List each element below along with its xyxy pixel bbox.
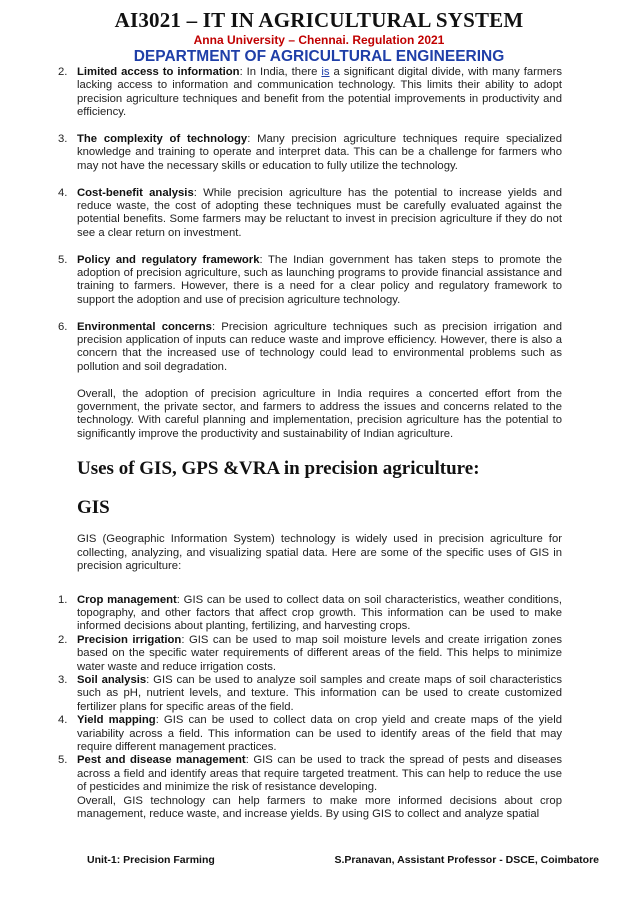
list-item (52, 254, 562, 308)
list-item (52, 66, 562, 120)
list-item-body: : GIS can be used to map soil moisture levels and create irrigation zones based on the specific water requirements of different areas of the field. This helps to minimize water waste and reduce irrigation costs. (77, 633, 562, 673)
list-number: 2. (58, 66, 68, 78)
list-item-text (77, 754, 562, 821)
list-item (52, 321, 562, 375)
list-number: 4. (58, 186, 68, 199)
list-item-text (77, 714, 562, 754)
list-item-term: Environmental concerns (77, 320, 212, 333)
footer-author: S.Pranavan, Assistant Professor - DSCE, Coimbatore (334, 854, 599, 866)
course-title: AI3021 – IT IN AGRICULTURAL SYSTEM (114, 8, 524, 32)
list-item-term: Soil analysis (77, 673, 147, 686)
list-item-text (77, 133, 562, 173)
list-item-term: Cost-benefit analysis (77, 186, 194, 199)
list-item-text (77, 674, 562, 714)
list-item-term: The complexity of technology (77, 133, 248, 146)
list-number: 4. (58, 714, 68, 727)
list-item-body: a significant digital divide, with many farmers lacking access to information and communication technology. This limits their ability to adopt precision agriculture techniques and benefit from the potential improvements in productivity and efficiency. (77, 66, 562, 119)
gis-intro-paragraph: GIS (Geographic Information System) technology is widely used in precision agriculture for collecting, analyzing, and visualizing spatial data. Here are some of the specific uses of GIS in precision agriculture: (77, 533, 562, 573)
list-item (52, 754, 562, 821)
list-number: 6. (58, 320, 68, 333)
list-item-term: Precision irrigation (77, 633, 182, 646)
list-number: 5. (58, 253, 68, 266)
list-item-term: Limited access to information (77, 66, 240, 78)
hyperlink[interactable]: is (321, 66, 330, 78)
footer-unit: Unit-1: Precision Farming (87, 854, 215, 866)
list-item-body: : Precision agriculture techniques such as precision irrigation and precision application of inputs can reduce waste and improve efficiency. However, there is also a concern that the increased use of technology could lead to environmental problems such as pollution and soil degradation. (77, 320, 562, 373)
list-item-term: Policy and regulatory framework (77, 253, 260, 266)
list-item-body: : While precision agriculture has the potential to increase yields and reduce waste, the cost of adopting these techniques must be carefully evaluated against the potential benefits. Some farmers may be reluctant to invest in precision agriculture if they do not see a clear return on investment. (77, 186, 562, 239)
list-item (52, 634, 562, 674)
list-item-text (77, 187, 562, 241)
department-line: DEPARTMENT OF AGRICULTURAL ENGINEERING (133, 48, 505, 65)
list-item-body: : GIS can be used to collect data on crop yield and create maps of the yield variability across a field. This information can be used to identify areas of the field that may require different management practices. (77, 714, 562, 753)
list-item-text (77, 321, 562, 375)
university-line: Anna University – Chennai. Regulation 2021 (193, 33, 445, 47)
list-number: 5. (58, 754, 68, 767)
list-item (52, 674, 562, 714)
list-item-body: : GIS can be used to analyze soil samples and create maps of soil characteristics such as pH, nutrient levels, and texture. This information can be used to create customized fertilizer plans for specific areas of the field. (77, 673, 562, 713)
section-heading: Uses of GIS, GPS &VRA in precision agriculture: (77, 458, 480, 480)
list-item-body: : The Indian government has taken steps to promote the adoption of precision agriculture, such as launching programs to provide financial assistance and training to farmers. However, there is a need for a clear policy and regulatory framework to support the adoption and use of precision agriculture technology. (77, 253, 562, 306)
list-item-body: : GIS can be used to track the spread of pests and diseases across a field and identify areas that require targeted treatment. This can help to reduce the use of pesticides and minimize the risk of resistance developing. (77, 754, 563, 794)
list-item-body: : In India, there (239, 66, 322, 78)
list-item (52, 187, 562, 241)
list-item-body: : GIS can be used to collect data on soil characteristics, weather conditions, topography, and other factors that affect crop growth. This information can be used to make informed decisions about planting, fertilizing, and harvesting crops. (77, 593, 562, 633)
list-number: 2. (58, 633, 68, 646)
continuation-paragraph: Overall, GIS technology can help farmers to make more informed decisions about crop management, reduce waste, and increase yields. By using GIS to collect and analyze spatial (77, 794, 562, 821)
list-item-term: Pest and disease management (77, 754, 246, 767)
list-item-term: Crop management (77, 593, 177, 606)
overall-paragraph: Overall, the adoption of precision agriculture in India requires a concerted effort from the government, the private sector, and farmers to address the issues and concerns related to the technology. With careful planning and implementation, precision agriculture has the potential to significantly improve the productivity and sustainability of Indian agriculture. (77, 387, 562, 440)
list-item (52, 594, 562, 634)
document-body (52, 66, 562, 821)
list-item-text (77, 254, 562, 308)
list-item-term: Yield mapping (77, 714, 156, 727)
gis-heading: GIS (77, 497, 110, 519)
list-item (52, 714, 562, 754)
list-item (52, 133, 562, 173)
list-item-text (77, 594, 562, 634)
list-number: 3. (58, 133, 68, 146)
list-item-body: : Many precision agriculture techniques require specialized knowledge and training to operate and interpret data. This can be a challenge for farmers who may not have the necessary skills or education to fully utilize the technology. (77, 133, 562, 172)
list-number: 1. (58, 593, 68, 606)
list-item-text (77, 634, 562, 674)
list-number: 3. (58, 673, 68, 686)
list-item-text (77, 66, 562, 120)
